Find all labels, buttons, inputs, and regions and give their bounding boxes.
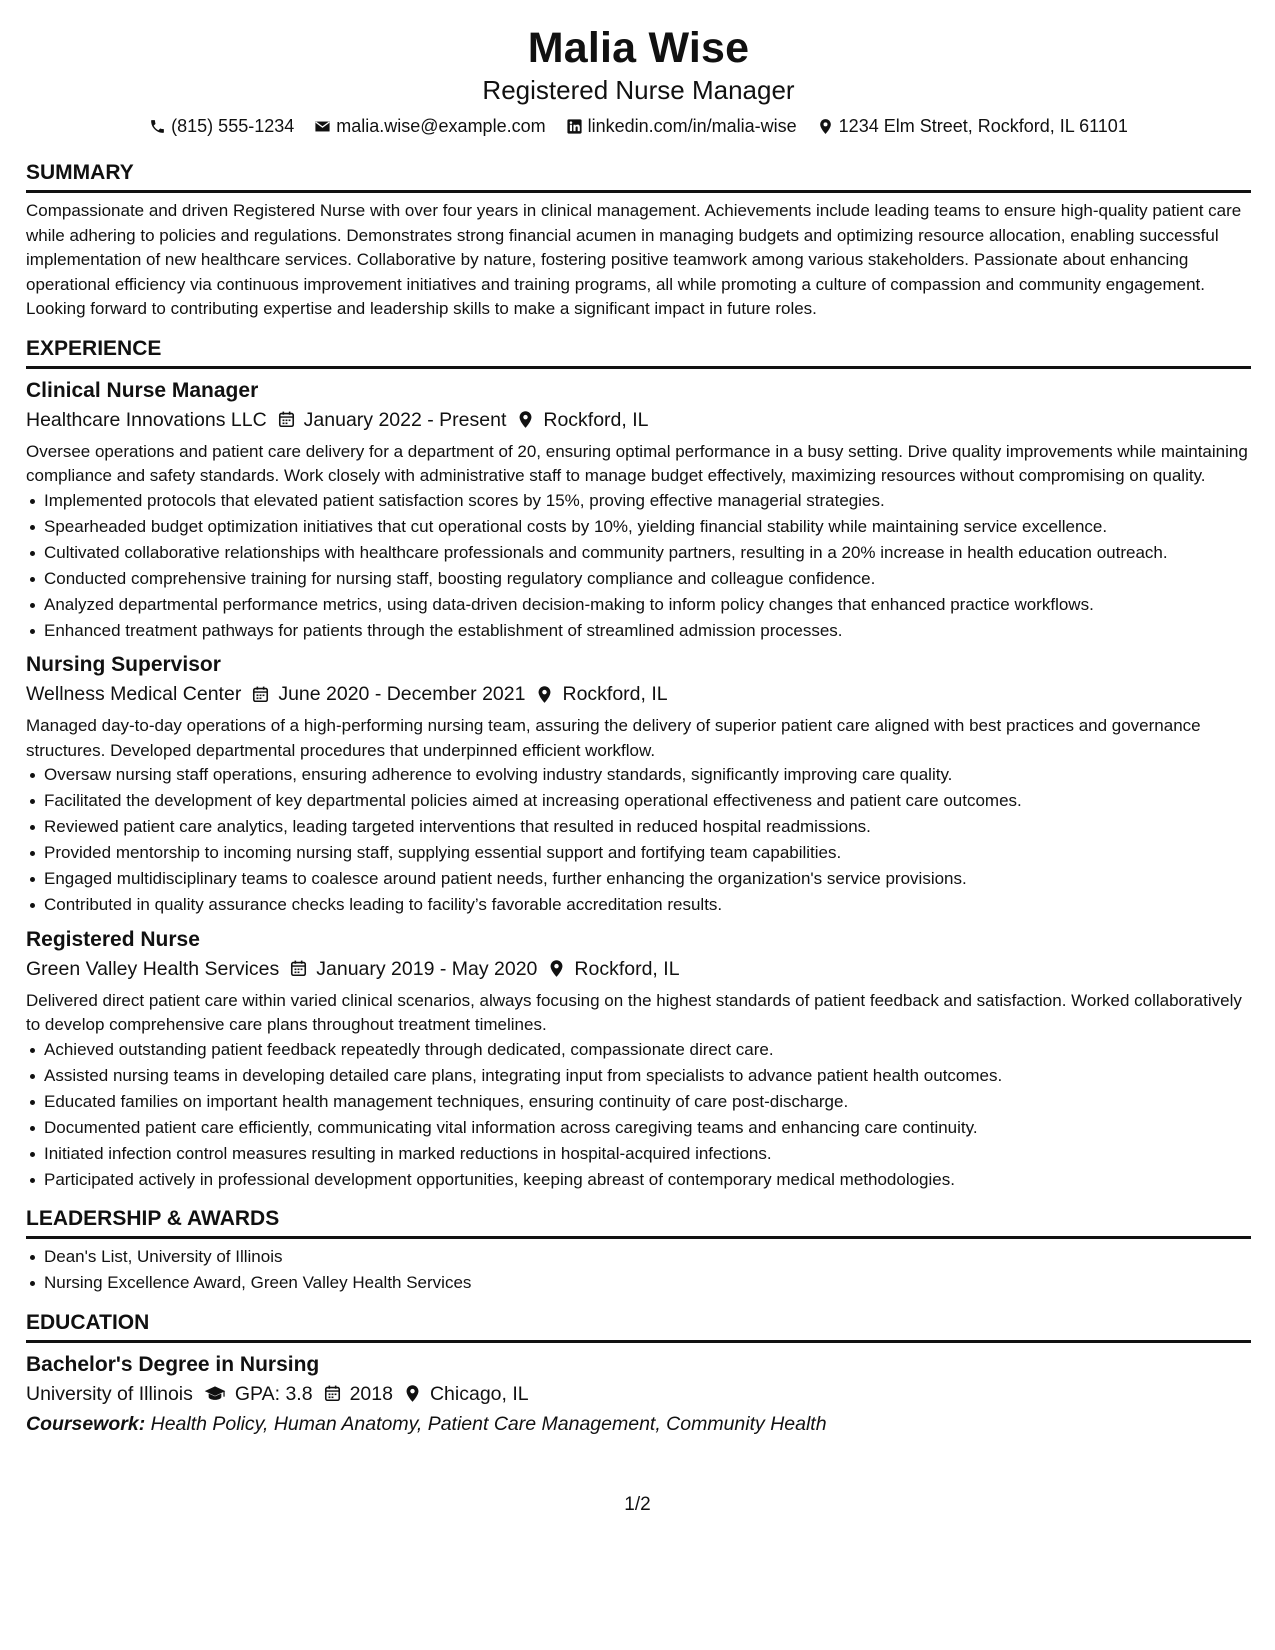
- list-item: Engaged multidisciplinary teams to coalesce around patient needs, further enhancing the organization's service provisions.: [44, 867, 1251, 892]
- list-item: Educated families on important health management techniques, ensuring continuity of care post-discharge.: [44, 1090, 1251, 1115]
- job-entry: [26, 377, 1251, 644]
- company-name: Green Valley Health Services: [26, 957, 280, 980]
- list-item: Assisted nursing teams in developing detailed care plans, integrating input from specialists to advance patient health outcomes.: [44, 1064, 1251, 1089]
- gpa-text: GPA: 3.8: [234, 1382, 313, 1405]
- awards-list: [26, 1245, 1251, 1296]
- list-item: Participated actively in professional development opportunities, keeping abreast of contemporary medical methodologies.: [44, 1168, 1251, 1193]
- candidate-name: Malia Wise: [527, 24, 750, 72]
- list-item: Documented patient care efficiently, communicating vital information across caregiving teams and enhancing care continuity.: [44, 1116, 1251, 1141]
- coursework-text: Health Policy, Human Anatomy, Patient Care Management, Community Health: [150, 1412, 827, 1435]
- list-item: Cultivated collaborative relationships with healthcare professionals and community partners, resulting in a 20% increase in health education outreach.: [44, 541, 1251, 566]
- list-item: Implemented protocols that elevated patient satisfaction scores by 15%, proving effective managerial strategies.: [44, 489, 1251, 514]
- list-item: Achieved outstanding patient feedback repeatedly through dedicated, compassionate direct care.: [44, 1038, 1251, 1063]
- graduation-cap-icon: [203, 1384, 227, 1403]
- contact-bar: [26, 112, 1251, 140]
- calendar-icon: [323, 1384, 342, 1403]
- job-title: Nursing Supervisor: [26, 653, 221, 676]
- calendar-icon: [277, 410, 296, 429]
- map-pin-icon: [403, 1384, 422, 1403]
- experience-section: [26, 336, 1251, 1193]
- job-location: [516, 405, 648, 435]
- year-text: 2018: [349, 1382, 393, 1405]
- job-dates: [251, 679, 525, 709]
- job-description: Managed day-to-day operations of a high-performing nursing team, assuring the delivery of superior patient care aligned with best practices and governance structures. Developed departmental procedures that underpinned efficient workflow.: [26, 716, 1201, 760]
- job-dates-text: June 2020 - December 2021: [278, 683, 526, 705]
- degree-title: Bachelor's Degree in Nursing: [26, 1352, 320, 1376]
- list-item: Initiated infection control measures resulting in marked reductions in hospital-acquired infections.: [44, 1142, 1251, 1167]
- job-meta: [26, 405, 1251, 435]
- envelope-icon: [314, 118, 331, 135]
- calendar-icon: [289, 959, 308, 978]
- map-pin-icon: [516, 410, 535, 429]
- list-item: Enhanced treatment pathways for patients through the establishment of streamlined admission processes.: [44, 619, 1251, 644]
- job-title: Registered Nurse: [26, 927, 200, 951]
- map-pin-icon: [817, 118, 834, 135]
- contact-linkedin-text: linkedin.com/in/malia-wise: [587, 116, 797, 136]
- calendar-icon: [251, 685, 270, 704]
- summary-text: Compassionate and driven Registered Nurse with over four years in clinical management. Achievements include leading teams to ensure high-quality patient care while adhering to policies and regulations. Demonstrates strong financial acumen in managing budgets and optimizing resource allocation, enabling successful implementation of new healthcare services. Collaborative by nature, fostering positive teamwork among various stakeholders. Passionate about enhancing operational efficiency via continuous improvement initiatives and training programs, all while promoting a culture of compassion and community engagement. Looking forward to contributing expertise and leadership skills to make a significant impact in future roles.: [26, 201, 1242, 318]
- company-name: Healthcare Innovations LLC: [26, 408, 267, 431]
- job-meta: [26, 679, 1251, 709]
- job-bullets: [26, 489, 1251, 644]
- job-dates-text: January 2019 - May 2020: [316, 957, 538, 980]
- section-title: SUMMARY: [26, 160, 1251, 193]
- coursework-label: Coursework:: [26, 1412, 146, 1435]
- list-item: Analyzed departmental performance metrics, using data-driven decision-making to inform policy changes that enhanced practice workflows.: [44, 593, 1251, 618]
- job-description: Delivered direct patient care within varied clinical scenarios, always focusing on the highest standards of patient feedback and satisfaction. Worked collaboratively to develop comprehensive care plans throughout treatment timelines.: [26, 990, 1242, 1034]
- contact-email[interactable]: [314, 112, 545, 140]
- list-item: Nursing Excellence Award, Green Valley Health Services: [44, 1271, 1251, 1296]
- company-name: Wellness Medical Center: [26, 683, 242, 705]
- job-bullets: [26, 763, 1251, 918]
- education-section: [26, 1310, 1251, 1439]
- map-pin-icon: [535, 685, 554, 704]
- job-dates: [289, 954, 537, 984]
- list-item: Conducted comprehensive training for nursing staff, boosting regulatory compliance and colleague confidence.: [44, 567, 1251, 592]
- summary-section: [26, 160, 1251, 322]
- contact-address: [817, 112, 1128, 140]
- school-name: University of Illinois: [26, 1382, 193, 1405]
- list-item: Spearheaded budget optimization initiatives that cut operational costs by 10%, yielding financial stability while maintaining service excellence.: [44, 515, 1251, 540]
- linkedin-icon: [566, 118, 583, 135]
- section-title: EXPERIENCE: [26, 336, 1251, 369]
- education-location: [403, 1379, 529, 1409]
- list-item: Oversaw nursing staff operations, ensuring adherence to evolving industry standards, significantly improving care quality.: [44, 763, 1251, 788]
- job-entry: [26, 926, 1251, 1193]
- education-gpa: [203, 1379, 313, 1409]
- page-number: 1/2: [624, 1494, 651, 1515]
- job-dates: [277, 405, 507, 435]
- list-item: Contributed in quality assurance checks leading to facility’s favorable accreditation results.: [44, 893, 1251, 918]
- job-location: [535, 679, 667, 709]
- job-location: [547, 954, 679, 984]
- job-meta: [26, 954, 1251, 984]
- job-description: Oversee operations and patient care delivery for a department of 20, ensuring optimal performance in a busy setting. Drive quality improvements while maintaining compliance and safety standards. Work closely with administrative staff to manage budget effectively, maximizing resources without compromising on quality.: [26, 441, 1248, 485]
- list-item: Dean's List, University of Illinois: [44, 1245, 1251, 1270]
- job-title: Clinical Nurse Manager: [26, 378, 259, 402]
- section-title: EDUCATION: [26, 1310, 1251, 1343]
- awards-section: [26, 1206, 1251, 1296]
- coursework-line: [26, 1409, 1251, 1439]
- job-bullets: [26, 1038, 1251, 1193]
- list-item: Reviewed patient care analytics, leading targeted interventions that resulted in reduced hospital readmissions.: [44, 815, 1251, 840]
- job-dates-text: January 2022 - Present: [303, 408, 507, 431]
- list-item: Provided mentorship to incoming nursing staff, supplying essential support and fortifying team capabilities.: [44, 841, 1251, 866]
- contact-linkedin[interactable]: [566, 112, 797, 140]
- section-title: LEADERSHIP & AWARDS: [26, 1206, 1251, 1239]
- education-year: [323, 1379, 393, 1409]
- location-text: Chicago, IL: [429, 1382, 529, 1405]
- job-location-text: Rockford, IL: [543, 408, 649, 431]
- contact-phone-text: (815) 555-1234: [171, 116, 295, 136]
- contact-email-text: malia.wise@example.com: [336, 116, 546, 136]
- map-pin-icon: [547, 959, 566, 978]
- contact-address-text: 1234 Elm Street, Rockford, IL 61101: [838, 116, 1128, 136]
- resume-page: [26, 22, 1251, 1439]
- phone-icon: [149, 118, 166, 135]
- job-location-text: Rockford, IL: [562, 683, 668, 705]
- education-entry: [26, 1351, 1251, 1439]
- job-location-text: Rockford, IL: [574, 957, 680, 980]
- job-entry: [26, 651, 1251, 918]
- list-item: Facilitated the development of key departmental policies aimed at increasing operational effectiveness and patient care outcomes.: [44, 789, 1251, 814]
- candidate-headline: Registered Nurse Manager: [482, 75, 795, 105]
- education-meta: [26, 1379, 1251, 1409]
- contact-phone[interactable]: [149, 112, 294, 140]
